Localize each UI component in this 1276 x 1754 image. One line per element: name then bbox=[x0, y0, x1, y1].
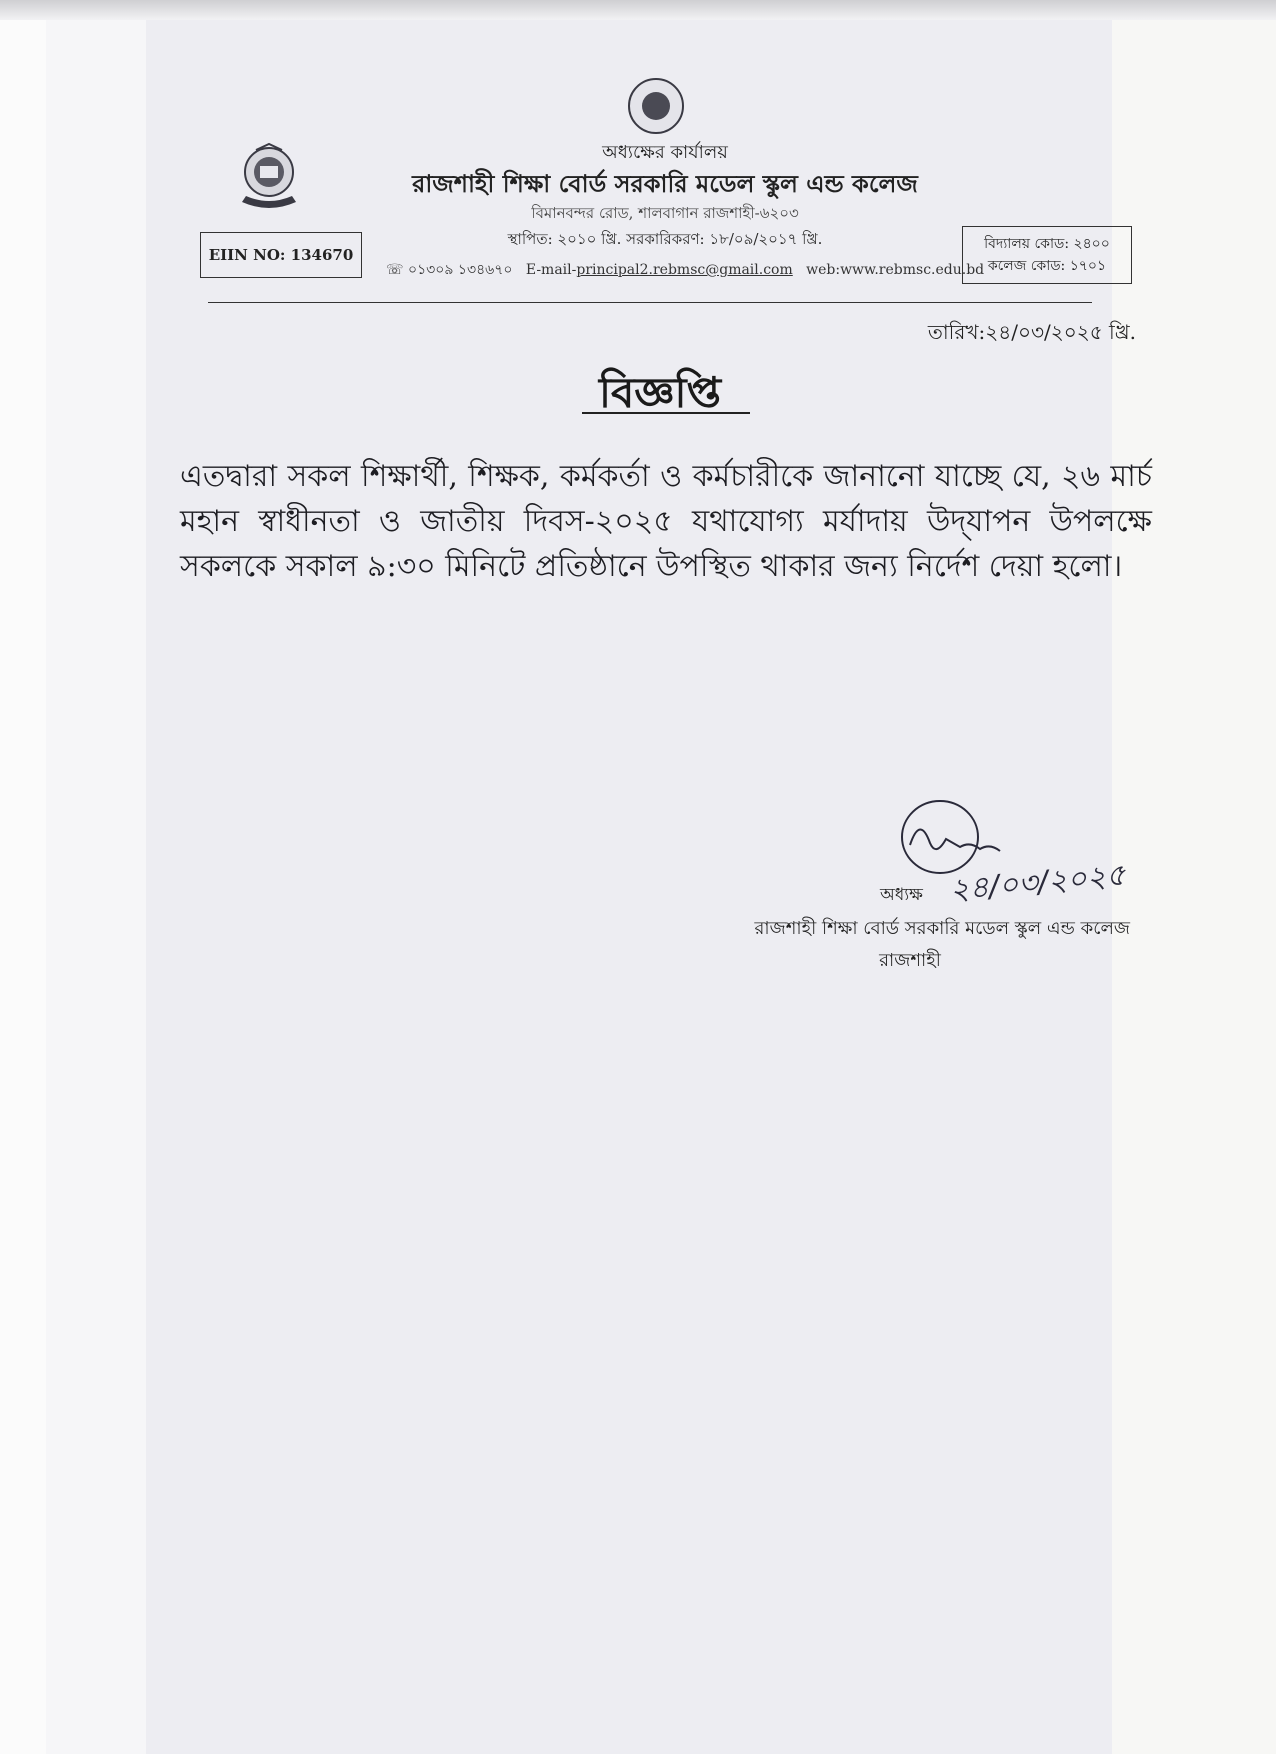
header-divider bbox=[208, 302, 1092, 303]
code-box bbox=[962, 226, 1132, 284]
scan-edge-top bbox=[0, 0, 1276, 20]
establishment-info: স্থাপিত: ২০১০ খ্রি. সরকারিকরণ: ১৮/০৯/২০১৭ খ্রি. bbox=[507, 230, 823, 248]
school-address: বিমানবন্দর রোড, শালবাগান রাজশাহী-৬২০৩ bbox=[531, 204, 799, 222]
email-address: principal2.rebmsc@gmail.com bbox=[576, 262, 793, 278]
school-crest-icon bbox=[236, 140, 302, 216]
signatory-city: রাজশাহী bbox=[879, 950, 941, 971]
signatory-title: অধ্যক্ষ bbox=[880, 885, 923, 905]
eiin-number: EIIN NO: 134670 bbox=[208, 246, 354, 264]
website: web:www.rebmsc.edu.bd bbox=[806, 262, 985, 278]
school-name: রাজশাহী শিক্ষা বোর্ড সরকারি মডেল স্কুল এন্ড কলেজ bbox=[412, 169, 918, 198]
notice-date: তারিখ:২৪/০৩/২০২৫ খ্রি. bbox=[927, 320, 1136, 344]
office-title: অধ্যক্ষের কার্যালয় bbox=[602, 142, 728, 163]
signatory-organization: রাজশাহী শিক্ষা বোর্ড সরকারি মডেল স্কুল এন্ড কলেজ bbox=[754, 918, 1130, 939]
contact-line bbox=[386, 258, 985, 282]
phone-icon: ☏ bbox=[386, 262, 404, 278]
eiin-box bbox=[200, 232, 362, 278]
school-code: বিদ্যালয় কোড: ২৪০০ bbox=[984, 236, 1110, 252]
email-label: E-mail- bbox=[525, 262, 577, 278]
title-underline bbox=[582, 412, 750, 414]
phone-number: ০১৩০৯ ১৩৪৬৭০ bbox=[407, 262, 513, 278]
notice-body: এতদ্বারা সকল শিক্ষার্থী, শিক্ষক, কর্মকর্তা ও কর্মচারীকে জানানো যাচ্ছে যে, ২৬ মার্চ মহান স্বাধীনতা ও জাতীয় দিবস-২০২৫ যথাযোগ্য মর্যাদায় উদ্‌যাপন উপলক্ষে সকলকে সকাল ৯:৩০ মিনিটে প্রতিষ্ঠানে উপস্থিত থাকার জন্য নির্দেশ দেয়া হলো। bbox=[180, 459, 1152, 584]
handwritten-date: ২৪/০৩/২০২৫ bbox=[948, 857, 1127, 908]
notice-title: বিজ্ঞপ্তি bbox=[598, 368, 722, 417]
college-code: কলেজ কোড: ১৭০১ bbox=[987, 258, 1107, 274]
government-seal-icon bbox=[628, 78, 684, 134]
scan-edge-left bbox=[0, 20, 46, 1754]
